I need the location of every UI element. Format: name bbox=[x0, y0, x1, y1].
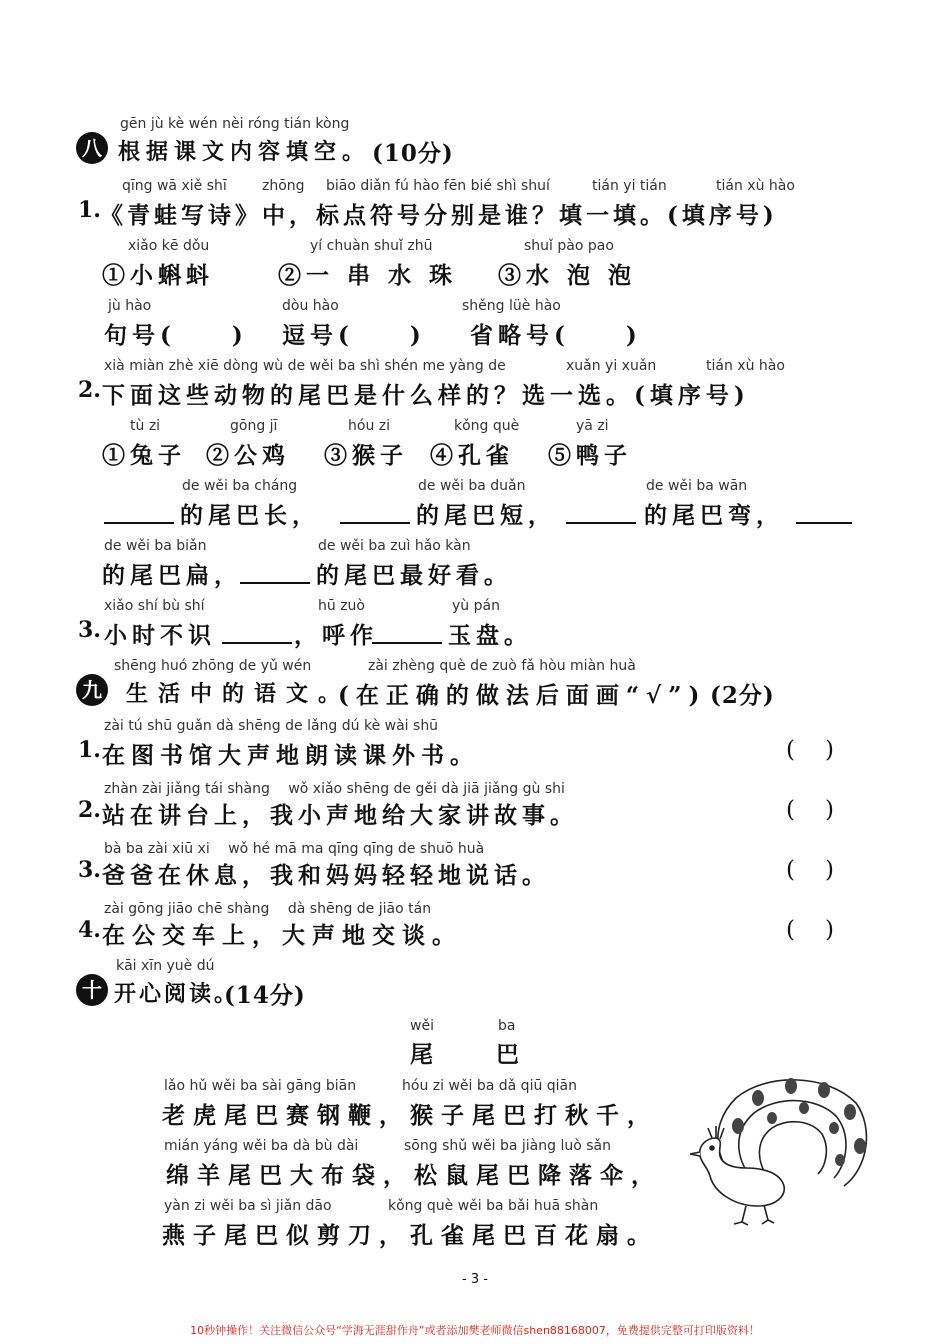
section9-item2-number: 2. bbox=[78, 797, 101, 823]
answer-blank[interactable] bbox=[240, 582, 310, 584]
poem-line3-text: 燕子尾巴似剪刀，孔雀尾巴百花扇。 bbox=[162, 1222, 658, 1249]
answer-blank[interactable] bbox=[222, 642, 292, 644]
answer-parentheses[interactable]: () bbox=[786, 797, 864, 823]
q8-3-number: 3. bbox=[78, 617, 101, 643]
section8-badge: 八 bbox=[76, 132, 108, 164]
section8-score: (10分) bbox=[372, 140, 454, 167]
q8-2-tail1: 的尾巴长， bbox=[180, 502, 320, 529]
answer-parentheses[interactable]: () bbox=[786, 737, 864, 763]
q8-2-animal1: ①兔子 bbox=[102, 442, 186, 469]
section9-item4-pinyin: zài gōng jiāo chē shàng dà shēng de jiāo tán bbox=[104, 901, 432, 917]
q8-1-option2: ②一 串 水 珠 bbox=[278, 262, 458, 289]
poem-line1-pinyin-b: hóu zi wěi ba dǎ qiū qiān bbox=[402, 1078, 578, 1094]
poem-title-pinyin-b: ba bbox=[498, 1018, 516, 1034]
q8-2-animal3: ③猴子 bbox=[324, 442, 408, 469]
poem-line1-pinyin-a: lǎo hǔ wěi ba sài gāng biān bbox=[164, 1078, 357, 1094]
q8-2-text: 下面这些动物的尾巴是什么样的？选一选。(填序号) bbox=[102, 382, 750, 409]
q8-2-number: 2. bbox=[78, 377, 101, 403]
poem-line2-pinyin-b: sōng shǔ wěi ba jiàng luò sǎn bbox=[404, 1138, 611, 1154]
q8-1-pinyin-b: zhōng bbox=[262, 178, 305, 194]
q8-3-text-a: 小时不识 bbox=[104, 622, 216, 649]
q8-3-text-b: ，呼作 bbox=[294, 622, 378, 649]
section9-item bbox=[0, 778, 950, 838]
section9-item bbox=[0, 838, 950, 898]
answer-parentheses[interactable]: () bbox=[786, 857, 864, 883]
footer-note: 10秒钟操作！关注微信公众号“学海无涯甜作舟”或者添加樊老师微信shen88168007，免费提供完整可打印版资料！ bbox=[190, 1324, 760, 1337]
q8-1-pinyin-a: qīng wā xiě shī bbox=[122, 178, 227, 194]
q8-1-text: 《青蛙写诗》中，标点符号分别是谁？填一填。(填序号) bbox=[100, 202, 778, 229]
q8-2-animal1-pinyin: tù zi bbox=[130, 418, 161, 434]
q8-2-animal5: ⑤鸭子 bbox=[548, 442, 632, 469]
q8-2-tail5: 的尾巴最好看。 bbox=[316, 562, 512, 589]
section9-item3-number: 3. bbox=[78, 857, 101, 883]
q8-1-option3-pinyin: shuǐ pào pao bbox=[524, 238, 614, 254]
section9-item4-number: 4. bbox=[78, 917, 101, 943]
q8-1-mark3: 省略号( ) bbox=[470, 322, 642, 349]
section9-pinyin-b: zài zhèng què de zuò fǎ hòu miàn huà bbox=[368, 658, 636, 674]
answer-blank[interactable] bbox=[372, 642, 442, 644]
q8-2-tail3-pinyin: de wěi ba wān bbox=[646, 478, 748, 494]
section9-title: 生活中的语文。 bbox=[126, 681, 351, 707]
q8-2-pinyin-b: xuǎn yi xuǎn bbox=[566, 358, 657, 374]
peacock-illustration bbox=[676, 1068, 876, 1228]
section9-item3-pinyin: bà ba zài xiū xi wǒ hé mā ma qīng qīng de shuō huà bbox=[104, 841, 485, 857]
answer-parentheses[interactable]: () bbox=[786, 917, 864, 943]
q8-2-pinyin-a: xià miàn zhè xiē dòng wù de wěi ba shì shén me yàng de bbox=[104, 358, 506, 374]
answer-blank[interactable] bbox=[566, 522, 636, 524]
section9-instruction: (在正确的做法后面画“√”) bbox=[338, 682, 707, 709]
q8-1-mark2-pinyin: dòu hào bbox=[282, 298, 339, 314]
q8-1-line bbox=[0, 178, 950, 238]
poem-line1-text: 老虎尾巴赛钢鞭，猴子尾巴打秋千， bbox=[162, 1102, 658, 1129]
section9-item1-text: 在图书馆大声地朗读课外书。 bbox=[102, 742, 479, 769]
section9-item1-pinyin: zài tú shū guǎn dà shēng de lǎng dú kè wài shū bbox=[104, 718, 439, 734]
section9-item2-text: 站在讲台上，我小声地给大家讲故事。 bbox=[102, 802, 578, 829]
q8-2-tail5-pinyin: de wěi ba zuì hǎo kàn bbox=[318, 538, 471, 554]
q8-2-animal2: ②公鸡 bbox=[206, 442, 290, 469]
poem-title-pinyin-a: wěi bbox=[410, 1018, 434, 1034]
q8-2-tail4-pinyin: de wěi ba biǎn bbox=[104, 538, 207, 554]
q8-1-mark2: 逗号( ) bbox=[282, 322, 426, 349]
page-number: - 3 - bbox=[462, 1272, 488, 1287]
q8-2-animal4-pinyin: kǒng què bbox=[454, 418, 520, 434]
section10-pinyin: kāi xīn yuè dú bbox=[116, 958, 215, 974]
q8-2-tails-row2 bbox=[0, 538, 950, 598]
q8-1-pinyin-c: biāo diǎn fú hào fēn bié shì shuí bbox=[326, 178, 550, 194]
section10-header bbox=[0, 958, 950, 1018]
section9-item2-pinyin: zhàn zài jiǎng tái shàng wǒ xiǎo shēng de gěi dà jiā jiǎng gù shi bbox=[104, 781, 565, 797]
q8-1-pinyin-d: tián yi tián bbox=[592, 178, 667, 194]
q8-2-animal3-pinyin: hóu zi bbox=[348, 418, 390, 434]
q8-3-pinyin-c: yù pán bbox=[452, 598, 500, 614]
q8-1-mark1-pinyin: jù hào bbox=[108, 298, 152, 314]
q8-1-option1-pinyin: xiǎo kē dǒu bbox=[128, 238, 210, 254]
q8-1-mark3-pinyin: shěng lüè hào bbox=[462, 298, 561, 314]
q8-1-options bbox=[0, 238, 950, 298]
q8-2-tails-row1 bbox=[0, 478, 950, 538]
q8-3-line bbox=[0, 598, 950, 658]
q8-2-pinyin-c: tián xù hào bbox=[706, 358, 785, 374]
q8-1-pinyin-e: tián xù hào bbox=[716, 178, 795, 194]
section9-header bbox=[0, 658, 950, 718]
q8-2-tail2-pinyin: de wěi ba duǎn bbox=[418, 478, 526, 494]
q8-1-option2-pinyin: yí chuàn shuǐ zhū bbox=[310, 238, 433, 254]
section9-item1-number: 1. bbox=[78, 737, 101, 763]
q8-2-tail3: 的尾巴弯， bbox=[644, 502, 784, 529]
q8-3-text-c: 玉盘。 bbox=[448, 622, 532, 649]
section10-badge: 十 bbox=[76, 974, 108, 1006]
answer-blank[interactable] bbox=[104, 522, 174, 524]
q8-2-line bbox=[0, 358, 950, 418]
poem-line3-pinyin-b: kǒng què wěi ba bǎi huā shàn bbox=[388, 1198, 599, 1214]
poem-title-char-b: 巴 bbox=[496, 1041, 519, 1068]
q8-2-animal5-pinyin: yā zi bbox=[576, 418, 609, 434]
section8-pinyin: gēn jù kè wén nèi róng tián kòng bbox=[120, 116, 350, 132]
q8-3-pinyin-a: xiǎo shí bù shí bbox=[104, 598, 205, 614]
section8-header bbox=[0, 116, 950, 176]
q8-2-animal2-pinyin: gōng jī bbox=[230, 418, 278, 434]
q8-2-animals bbox=[0, 418, 950, 478]
poem-title-char-a: 尾 bbox=[410, 1041, 433, 1068]
answer-blank[interactable] bbox=[796, 522, 852, 524]
section10-title: 开心阅读。 bbox=[114, 981, 240, 1007]
q8-1-option1: ①小蝌蚪 bbox=[102, 262, 214, 289]
q8-1-option3: ③水 泡 泡 bbox=[498, 262, 637, 289]
q8-2-tail1-pinyin: de wěi ba cháng bbox=[182, 478, 298, 494]
section9-pinyin-a: shēng huó zhōng de yǔ wén bbox=[114, 658, 312, 674]
section9-item3-text: 爸爸在休息，我和妈妈轻轻地说话。 bbox=[102, 862, 550, 889]
section9-item bbox=[0, 718, 950, 778]
section9-score: (2分) bbox=[710, 682, 775, 709]
answer-blank[interactable] bbox=[340, 522, 410, 524]
q8-1-number: 1. bbox=[78, 197, 101, 223]
q8-1-marks bbox=[0, 298, 950, 358]
poem-line3-pinyin-a: yàn zi wěi ba sì jiǎn dāo bbox=[164, 1198, 332, 1214]
section9-item4-text: 在公交车上，大声地交谈。 bbox=[102, 922, 462, 949]
section10-score: (14分) bbox=[224, 982, 306, 1009]
poem-line2-pinyin-a: mián yáng wěi ba dà bù dài bbox=[164, 1138, 359, 1154]
section9-item bbox=[0, 898, 950, 958]
q8-2-tail4: 的尾巴扁， bbox=[102, 562, 242, 589]
q8-2-animal4: ④孔雀 bbox=[430, 442, 514, 469]
section9-badge: 九 bbox=[76, 674, 108, 706]
q8-2-tail2: 的尾巴短， bbox=[416, 502, 556, 529]
q8-3-pinyin-b: hū zuò bbox=[318, 598, 365, 614]
q8-1-mark1: 句号( ) bbox=[104, 322, 248, 349]
section8-title: 根据课文内容填空。 bbox=[118, 139, 371, 165]
poem-line2-text: 绵羊尾巴大布袋，松鼠尾巴降落伞， bbox=[166, 1162, 662, 1189]
